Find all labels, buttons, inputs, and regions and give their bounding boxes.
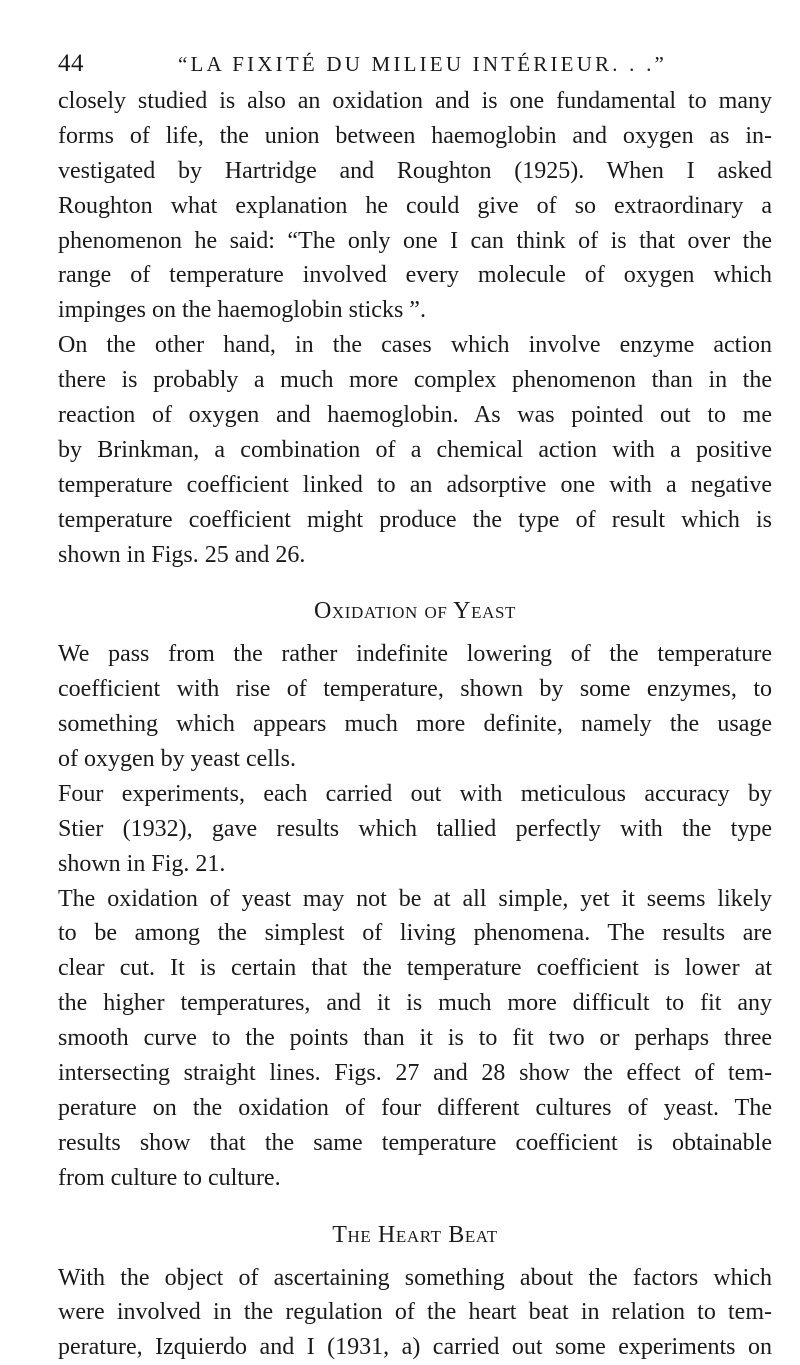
paragraph	[58, 84, 772, 328]
text-line: With the object of ascertaining something about the factors which	[58, 1261, 772, 1296]
text-line: closely studied is also an oxidation and is one fundamental to many	[58, 84, 772, 119]
page-number: 44	[58, 50, 84, 78]
text-line: to be among the simplest of living phenomena. The results are	[58, 916, 772, 951]
text-line: On the other hand, in the cases which involve enzyme action	[58, 328, 772, 363]
paragraph	[58, 328, 772, 572]
text-line: perature, Izquierdo and I (1931, a) carried out some experiments on	[58, 1330, 772, 1365]
text-line: shown in Figs. 25 and 26.	[58, 538, 772, 573]
text-line: perature on the oxidation of four different cultures of yeast. The	[58, 1091, 772, 1126]
text-line: temperature coefficient might produce the type of result which is	[58, 503, 772, 538]
text-line: intersecting straight lines. Figs. 27 and 28 show the effect of tem-	[58, 1056, 772, 1091]
section-heading-oxidation-of-yeast: Oxidation of Yeast	[58, 594, 772, 629]
text-line: Four experiments, each carried out with meticulous accuracy by	[58, 777, 772, 812]
text-line: clear cut. It is certain that the temperature coefficient is lower at	[58, 951, 772, 986]
paragraph	[58, 777, 772, 882]
body-text	[58, 84, 772, 1365]
text-line: The oxidation of yeast may not be at all simple, yet it seems likely	[58, 882, 772, 917]
paragraph	[58, 1261, 772, 1365]
text-line: of oxygen by yeast cells.	[58, 742, 772, 777]
text-line: smooth curve to the points than it is to fit two or perhaps three	[58, 1021, 772, 1056]
text-line: reaction of oxygen and haemoglobin. As was pointed out to me	[58, 398, 772, 433]
text-line: Stier (1932), gave results which tallied perfectly with the type	[58, 812, 772, 847]
paragraph	[58, 882, 772, 1196]
text-line: Roughton what explanation he could give of so extraordinary a	[58, 189, 772, 224]
paragraph	[58, 637, 772, 777]
text-line: the higher temperatures, and it is much more difficult to fit any	[58, 986, 772, 1021]
text-line: by Brinkman, a combination of a chemical action with a positive	[58, 433, 772, 468]
text-line: range of temperature involved every molecule of oxygen which	[58, 258, 772, 293]
text-line: results show that the same temperature coefficient is obtainable	[58, 1126, 772, 1161]
running-head	[58, 50, 772, 84]
text-line: phenomenon he said: “The only one I can think of is that over the	[58, 224, 772, 259]
text-line: shown in Fig. 21.	[58, 847, 772, 882]
section-heading-heart-beat: The Heart Beat	[58, 1218, 772, 1253]
running-title: “LA FIXITÉ DU MILIEU INTÉRIEUR. . .”	[178, 52, 667, 77]
text-line: forms of life, the union between haemoglobin and oxygen as in-	[58, 119, 772, 154]
text-line: temperature coefficient linked to an adsorptive one with a negative	[58, 468, 772, 503]
text-line: coefficient with rise of temperature, shown by some enzymes, to	[58, 672, 772, 707]
text-line: there is probably a much more complex phenomenon than in the	[58, 363, 772, 398]
text-line: impinges on the haemoglobin sticks ”.	[58, 293, 772, 328]
text-line: from culture to culture.	[58, 1161, 772, 1196]
text-line: something which appears much more definite, namely the usage	[58, 707, 772, 742]
text-line: We pass from the rather indefinite lowering of the temperature	[58, 637, 772, 672]
text-line: were involved in the regulation of the heart beat in relation to tem-	[58, 1295, 772, 1330]
text-line: vestigated by Hartridge and Roughton (1925). When I asked	[58, 154, 772, 189]
